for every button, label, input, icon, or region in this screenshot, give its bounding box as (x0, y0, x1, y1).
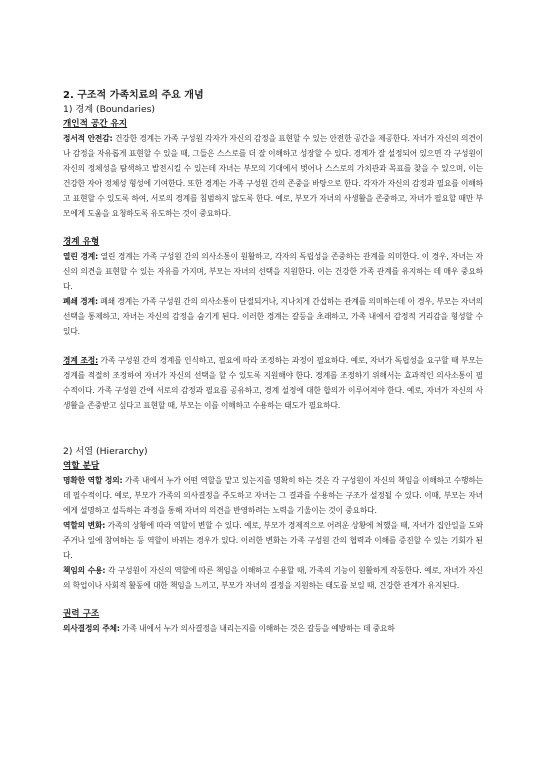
term-label: 의사결정의 주체: (63, 624, 120, 633)
paragraph-text: 폐쇄 경계는 가족 구성원 간의 의사소통이 단절되거나, 지나치게 간섭하는 관계를 의미하는데 이 경우, 부모는 자녀의 선택을 통제하고, 자녀는 자신의 감정을 숨기게 된다. 이러한 경계는 갈등을 초래하고, 가족 내에서 감정적 거리감을 형성할 수 있다. (63, 297, 483, 336)
paragraph-text: 가족 구성원 간의 경계를 인식하고, 필요에 따라 조정하는 과정이 필요하다. 예로, 자녀가 독립성을 요구할 때 부모는 경계를 적절히 조정하여 자녀가 자신의 선택을 할 수 있도록 지원해야 한다. 경계를 조정하기 위해서는 효과적인 의사소통이 필수적이다. 가족 구성원 간에 서로의 감정과 필요를 공유하고, 경계 설정에 대한 합의가 이루어져야 한다. 예로, 자녀가 자신의 사생활을 존중받고 싶다고 표현할 때, 부모는 이를 이해하고 수용하는 태도가 필요하다. (63, 356, 483, 410)
section-title: 2. 구조적 가족치료의 주요 개념 (63, 90, 204, 101)
paragraph-text: 가족 내에서 누가 어떤 역할을 맡고 있는지를 명확히 하는 것은 각 구성원이 자신의 책임을 이해하고 수행하는 데 필수적이다. 예로, 부모가 가족의 의사결정을 주도하고 자녀는 그 결과를 수용하는 구조가 설정될 수 있다. 이때, 부모는 자녀에게 설명하고 설득하는 과정을 통해 자녀의 의견을 반영하려는 노력을 기울이는 것이 중요하다. (63, 476, 483, 515)
closed-boundary-paragraph (63, 294, 483, 339)
role-division-subheading: 역할 분담 (63, 461, 100, 471)
clear-role-paragraph (63, 473, 483, 518)
term-label: 열린 경계: (63, 252, 99, 261)
responsibility-paragraph (63, 563, 483, 593)
paragraph-text: 각 구성원이 자신의 역할에 따른 책임을 이해하고 수용할 때, 가족의 기능이 원활하게 작동한다. 예로, 자녀가 자신의 학업이나 사회적 활동에 대한 책임을 느끼고, 부모가 자녀의 결정을 지원하는 태도를 보일 때, 건강한 관계가 유지된다. (63, 566, 483, 590)
term-label: 정서적 안전감: (63, 134, 113, 143)
term-label: 역할의 변화: (63, 521, 106, 530)
term-label: 책임의 수용: (63, 566, 106, 575)
boundary-types-subheading: 경계 유형 (63, 237, 100, 247)
decision-maker-paragraph (63, 621, 483, 636)
paragraph-text: 가족 내에서 누가 의사결정을 내리는지를 이해하는 것은 갈등을 예방하는 데 중요하 (119, 624, 395, 633)
boundary-adjustment-paragraph (63, 353, 483, 413)
emotional-safety-paragraph (63, 131, 483, 221)
paragraph-text: 열린 경계는 가족 구성원 간의 의사소통이 원활하고, 각자의 독립성을 존중하는 관계를 의미한다. 이 경우, 자녀는 자신의 의견을 표현할 수 있는 자유를 가지며, 부모는 자녀의 선택을 지원한다. 이는 건강한 가족 관계를 유지하는 데 매우 중요하다. (63, 252, 483, 291)
personal-space-subheading: 개인적 공간 유지 (63, 119, 128, 129)
boundaries-heading: 1) 경계 (Boundaries) (63, 104, 155, 115)
hierarchy-heading: 2) 서열 (Hierarchy) (63, 446, 148, 457)
paragraph-text: 건강한 경계는 가족 구성원 각자가 자신의 감정을 표현할 수 있는 안전한 공간을 제공한다. 자녀가 자신의 의견이나 감정을 자유롭게 표현할 수 있을 때, 그들은 스스로를 더 잘 이해하고 성장할 수 있다. 경계가 잘 설정되어 있으면 각 구성원이 자신의 정체성을 탐색하고 발전시킬 수 있는데 자녀는 부모의 기대에서 벗어나 스스로의 가치관과 목표를 찾을 수 있으며, 이는 건강한 자아 정체성 형성에 기여한다. 또한 경계는 가족 구성원 간의 존중을 바탕으로 한다. 각자가 자신의 감정과 필요를 이해하고 표현할 수 있도록 하여, 서로의 경계를 침범하지 않도록 한다. 예로, 부모가 자녀의 사생활을 존중하고, 자녀가 필요할 때만 부모에게 도움을 요청하도록 유도하는 것이 중요하다. (63, 134, 483, 218)
document-page (63, 88, 483, 636)
paragraph-text: 가족의 상황에 따라 역할이 변할 수 있다. 예로, 부모가 경제적으로 어려운 상황에 처했을 때, 자녀가 집안일을 도와주거나 일에 참여하는 등 역할이 바뀌는 경우가 있다. 이러한 변화는 가족 구성원 간의 협력과 이해를 증진할 수 있는 기회가 된다. (63, 521, 483, 560)
power-structure-subheading: 권력 구조 (63, 609, 100, 619)
term-label: 명확한 역할 정의: (63, 476, 123, 485)
term-label: 경계 조정: (63, 356, 99, 365)
open-boundary-paragraph (63, 249, 483, 294)
term-label: 폐쇄 경계: (63, 297, 98, 306)
role-change-paragraph (63, 518, 483, 563)
